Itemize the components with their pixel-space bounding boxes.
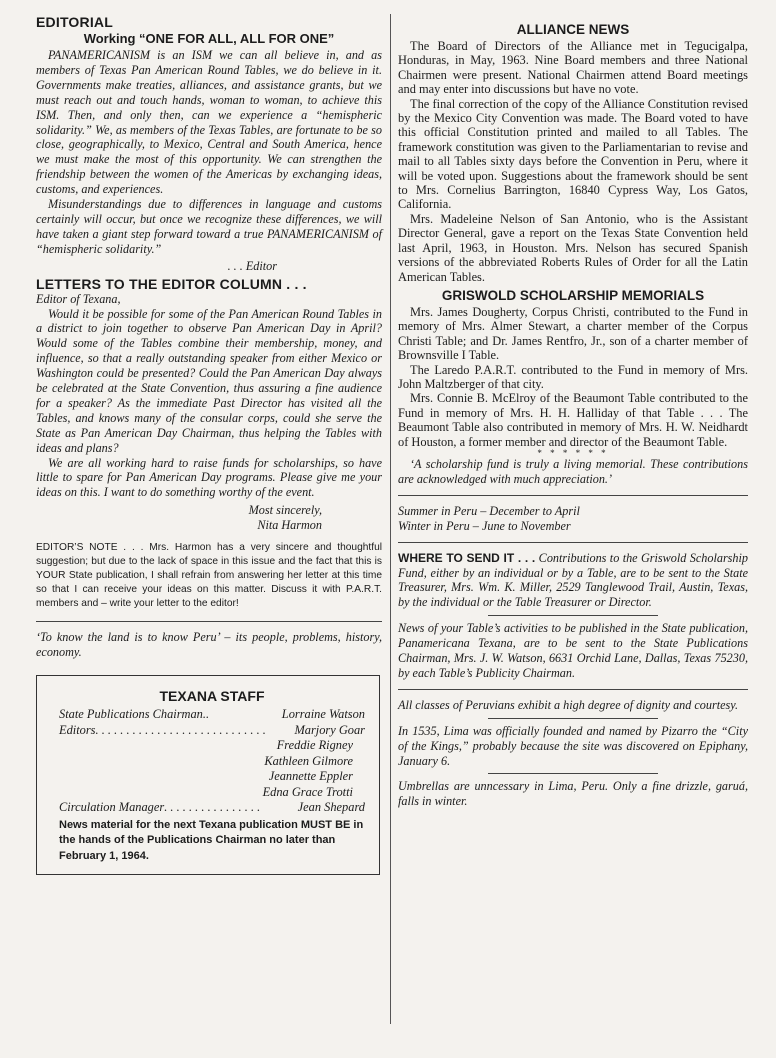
where-to-send-label: WHERE TO SEND IT . . . (398, 550, 536, 565)
column-divider (390, 14, 391, 1024)
griswold-paragraph: The Laredo P.A.R.T. contributed to the Fund in memory of Mrs. John Maltzberger of that city. (398, 362, 748, 391)
divider (398, 542, 748, 543)
where-to-send (398, 551, 748, 611)
lima-note: In 1535, Lima was officially founded and named by Pizarro the “City of the Kings,” probably because the site was discovered on Epiphany, January 6. (398, 723, 748, 768)
griswold-paragraph: Mrs. James Dougherty, Corpus Christi, contributed to the Fund in memory of Mrs. Almer Stewart, a charter member of the Corpus Christi Table; and Dr. James Rentfro, Jr., son of a charter member of Brownsville I Table. (398, 304, 748, 363)
staff-row: Editors . . . . . . . . . . . . . . . . . . . . . . . . . . . . Marjory Goar (59, 722, 365, 737)
letter-paragraph: We are all working hard to raise funds for scholarships, so have little to spare for Pan American Day programs. Please give me your ideas on this. I want to do something worthy of the event. (36, 455, 382, 500)
editorial-subheading: Working “ONE FOR ALL, ALL FOR ONE” (83, 31, 335, 46)
left-column (36, 14, 382, 875)
dignity-note: All classes of Peruvians exhibit a high degree of dignity and courtesy. (398, 697, 739, 712)
staff-editor-name: Jeannette Eppler (268, 769, 353, 784)
texana-staff-box (36, 675, 380, 875)
letter-closing: Most sincerely, (248, 503, 322, 518)
staff-editor-name: Kathleen Gilmore (264, 753, 353, 768)
editorial-signature: . . . Editor (227, 258, 277, 273)
staff-deadline-note: News material for the next Texana publication MUST BE in the hands of the Publications Chairman no later than February 1, 1964. (59, 818, 364, 862)
season-summer: Summer in Peru – December to April (398, 503, 580, 518)
divider (488, 773, 658, 774)
alliance-paragraph: Mrs. Madeleine Nelson of San Antonio, who is the Assistant Director General, gave a report on the Texas State Convention held last April, 1963, in Houston. Mrs. Nelson has secured Spanish versions of the abbreviated Roberts Rules of Order for all the Latin American Tables. (398, 211, 748, 284)
editors-note: EDITOR’S NOTE . . . Mrs. Harmon has a very sincere and thoughtful suggestion; but due to the lack of space in this issue and the fact that this is YOUR State publication, I shall refrain from answering her letter at this time so that I can receive your ideas on this matter. Discuss it with P.A.R.T. members and – write your letter to the editor! (36, 542, 382, 609)
editorial-paragraph: Misunderstandings due to differences in language and customs certainly will occur, but once we recognize these differences, we will have taken a giant step forward toward a true PANAMERICANISM of “hemispheric solidarity.” (36, 197, 382, 256)
griswold-paragraph: Mrs. Connie B. McElroy of the Beaumont Table contributed to the Fund in memory of Mrs. H. H. Halliday of that Table . . . The Beaumont Table also contributed in memory of Mrs. H. W. Neidhardt of Houston, a former member and director of the Beaumont Table. (398, 391, 748, 449)
staff-heading: TEXANA STAFF (159, 688, 265, 705)
staff-editor-name: Freddie Rigney (276, 738, 353, 753)
alliance-paragraph: The final correction of the copy of the Alliance Constitution revised by the Mexico City Convention was made. The Board voted to have this official Constitution printed and mailed to all Tables. The framework constitution was given to the Parliamentarian to revise and mail to all Tables sixty days before the Convention in Peru, where it will be voted upon. Suggestions about the framework should be sent to Mrs. Cornelius Barrington, 16840 Cypress Way, Los Gatos, California. (398, 96, 748, 212)
staff-row: State Publications Chairman. . Lorraine Watson (59, 707, 365, 722)
alliance-heading: ALLIANCE NEWS (516, 22, 630, 37)
editorial-paragraph: PANAMERICANISM is an ISM we can all believe in, and as members of Texas Pan American Round Tables, we do believe in it. Governments make treaties, alliances, and assistance grants, but we must reach out and touch hands, woman to woman, to achieve this ISM. Then, and only then, can we experience a “hemispheric solidarity.” We, as members of the Texas Tables, are fortunate to be so close, geographically, to Mexico, Central and South America, hence we must make the most of this opportunity. We can strengthen the friendship between the women of the Americas by exchanging ideas, customs, and experiences. (36, 48, 382, 197)
divider (488, 718, 658, 719)
divider (488, 615, 658, 616)
staff-row: Circulation Manager . . . . . . . . . . . . . . . . Jean Shepard (59, 800, 365, 815)
season-winter: Winter in Peru – June to November (398, 518, 571, 533)
griswold-heading: GRISWOLD SCHOLARSHIP MEMORIALS (441, 287, 705, 303)
letter-paragraph: Would it be possible for some of the Pan American Round Tables in a district to join together to observe Pan American Day in April? Would some of the Tables combine their membership, money, and influence, so that a really outstanding speaker from either Mexico or Washington could be presented? Could the Pan American Day always be celebrated at the State Convention, thus assuring a fine audience for a speaker? As the immediate Past Director has visited all the Tables, and knows many of the consular corps, could she serve the State as Pan American Day Chairman, thus helping the Tables with ideas and plans? (36, 306, 382, 455)
scholarship-quote: ‘A scholarship fund is truly a living memorial. These contributions are acknowledged with much appreciation.’ (398, 456, 748, 486)
divider (398, 495, 748, 496)
right-column (398, 22, 748, 809)
letters-heading: LETTERS TO THE EDITOR COLUMN . . . (36, 275, 307, 292)
news-note: News of your Table’s activities to be published in the State publication, Panamericana Texana, are to be sent to the State Publications Chairman, Mrs. J. W. Watson, 6631 Orchid Lane, Dallas, Texas 75230, by each Table’s Publicity Chairman. (398, 621, 748, 680)
alliance-paragraph: The Board of Directors of the Alliance met in Tegucigalpa, Honduras, in May, 1963. Nine Board members and three National Chairmen were present. National Chairmen attend Board meetings and may enter into discussions but have no vote. (398, 39, 748, 97)
divider (36, 621, 382, 622)
peru-quote: ‘To know the land is to know Peru’ – its people, problems, history, economy. (36, 629, 382, 659)
divider (398, 689, 748, 690)
where-to-send-text: Contributions to the Griswold Scholarship Fund, either by an individual or by a Table, are to be sent to the State Treasurer, Mrs. Wm. K. Miller, 2529 Tanglewood Trail, Austin, Texas, by the individual or the Table Treasurer or Director. (398, 550, 749, 610)
letter-signer: Nita Harmon (257, 518, 322, 533)
umbrellas-note: Umbrellas are unncessary in Lima, Peru. Only a fine drizzle, garuá, falls in winter. (398, 779, 748, 809)
editorial-heading: EDITORIAL (36, 14, 113, 30)
stars-ornament: * * * * * * (537, 447, 609, 458)
letters-salutation: Editor of Texana, (36, 291, 121, 306)
staff-editor-name: Edna Grace Trotti (262, 784, 353, 799)
